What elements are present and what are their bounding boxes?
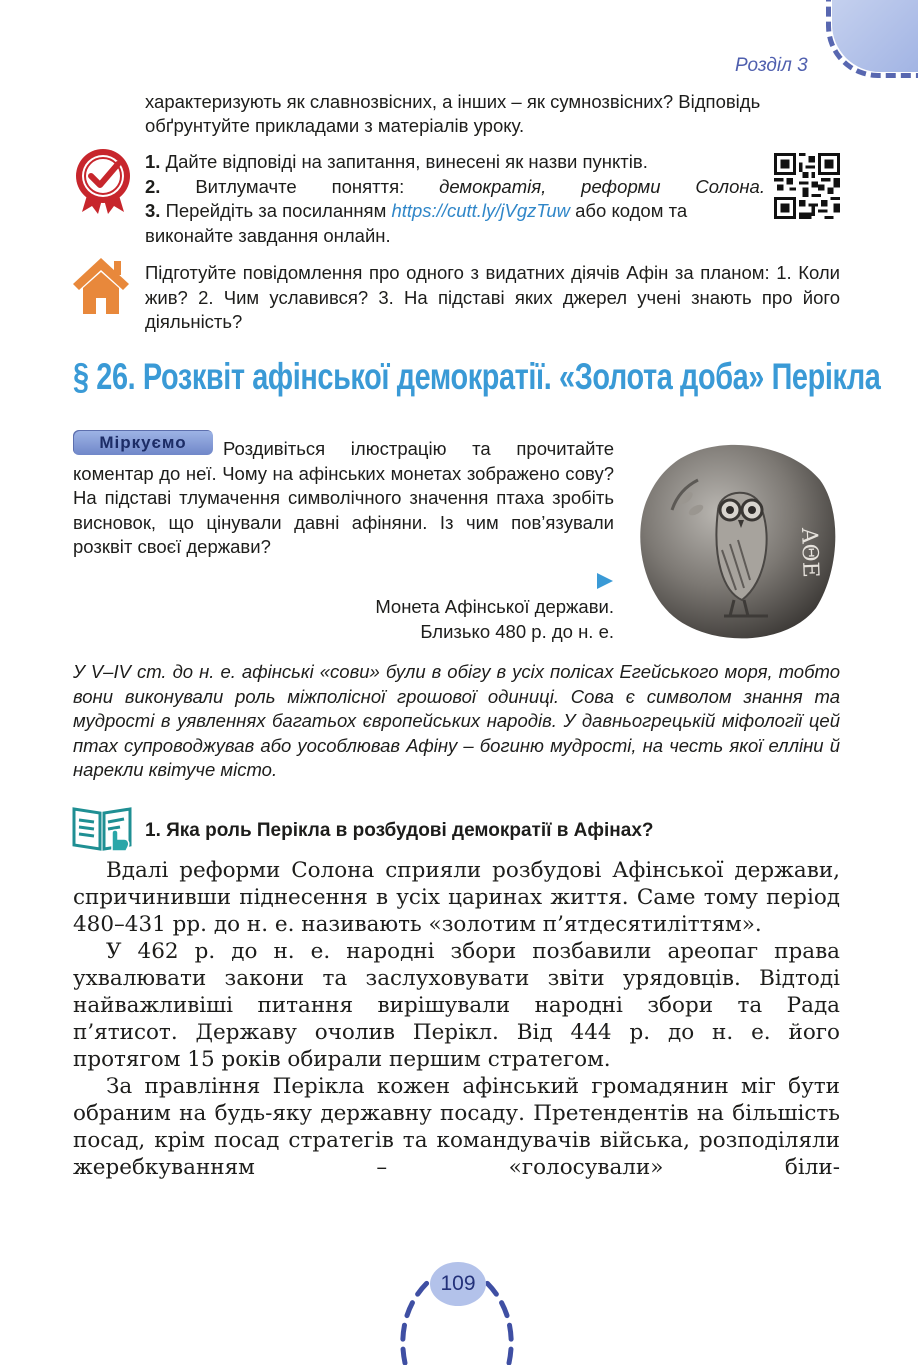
section-label: Розділ 3 xyxy=(735,55,808,76)
body-text xyxy=(73,857,840,1181)
caption-line-2: Близько 480 р. до н. е. xyxy=(420,620,614,642)
athenian-owl-coin-image xyxy=(638,440,838,642)
body-paragraph-3: За правління Перікла кожен афінський громадянин міг бути обраним на будь-яку державну посаду. Претендентів на більшість посад, крім посад стратегів та командувачів війська, розподіляли жеребкуванням – «голосували» біли- xyxy=(73,1074,840,1180)
qr-code[interactable] xyxy=(774,153,840,219)
task-1: 1. Дайте відповіді на запитання, винесені як назви пунктів. xyxy=(145,151,648,172)
coin-inscription: ΑΘΕ xyxy=(796,527,823,579)
pointer-triangle-icon xyxy=(596,572,614,590)
coin-caption xyxy=(300,595,614,644)
task-list xyxy=(145,150,765,248)
coin-note: У V–IV ст. до н. е. афінські «сови» були в обігу в усіх полісах Егейського моря, тобто вони виконували роль міжполісної грошової одиниці. Сова є символом знання та мудрості в уявленнях багатьох європейських народів. У давньогрецькій міфології цей птах супроводжував або уособлював Афіну – богиню мудрості, на честь якої елліни й нарекли квітуче місто. xyxy=(73,661,840,780)
body-paragraph-2: У 462 р. до н. е. народні збори позбавили ареопаг права ухвалювати закони та заслуховувати звіти урядовців. Відтоді найважливіші питання вирішували народні збори та Рада п’ятисот. Державу очолив Перікл. Від 444 р. до н. е. його протягом 15 років обирали першим стратегом. xyxy=(73,939,840,1072)
task-3: 3. Перейдіть за посиланням https://cutt.ly/jVgzTuw або кодом та виконайте завдання онлайн. xyxy=(145,200,688,246)
caption-line-1: Монета Афінської держави. xyxy=(375,596,614,617)
task-2: 2. Витлумачте поняття: демократія, реформи Солона. xyxy=(145,175,765,197)
task-link[interactable]: https://cutt.ly/jVgzTuw xyxy=(391,200,570,221)
body-paragraph-1: Вдалі реформи Солона сприяли розбудові Афінської держави, спричинивши піднесення в усіх царинах життя. Саме тому період 480–431 рр. до н. е. називають «золотим п’ятдесятиліттям». xyxy=(73,858,840,937)
home-icon xyxy=(70,254,132,316)
subheading-1: 1. Яка роль Перікла в розбудові демократії в Афінах? xyxy=(145,820,654,841)
homework-text: Підготуйте повідомлення про одного з видатних діячів Афін за планом: 1. Коли жив? 2. Чим уславився? 3. На підставі яких джерел учені знають про його діяльність? xyxy=(145,262,840,332)
corner-dashed-border xyxy=(826,0,918,78)
open-book-hand-icon xyxy=(72,803,132,853)
paragraph-heading: § 26. Розквіт афінської демократії. «Золота доба» Перікла xyxy=(73,356,881,397)
page-number: 109 xyxy=(430,1262,486,1306)
think-badge: Міркуємо xyxy=(73,430,213,455)
think-text: Роздивіться ілюстрацію та прочитайте коментар до неї. Чому на афінських монетах зображено сову? На підставі тлумачення символічного значення птаха зробіть висновок, що цінували давні афіняни. Із чим пов’язували розквіт своєї держави? xyxy=(73,438,614,557)
checkmark-badge-icon xyxy=(72,148,134,214)
top-paragraph: характеризують як славнозвісних, а інших – як сумнозвісних? Відповідь обґрунтуйте прикладами з матеріалів уроку. xyxy=(145,91,761,136)
